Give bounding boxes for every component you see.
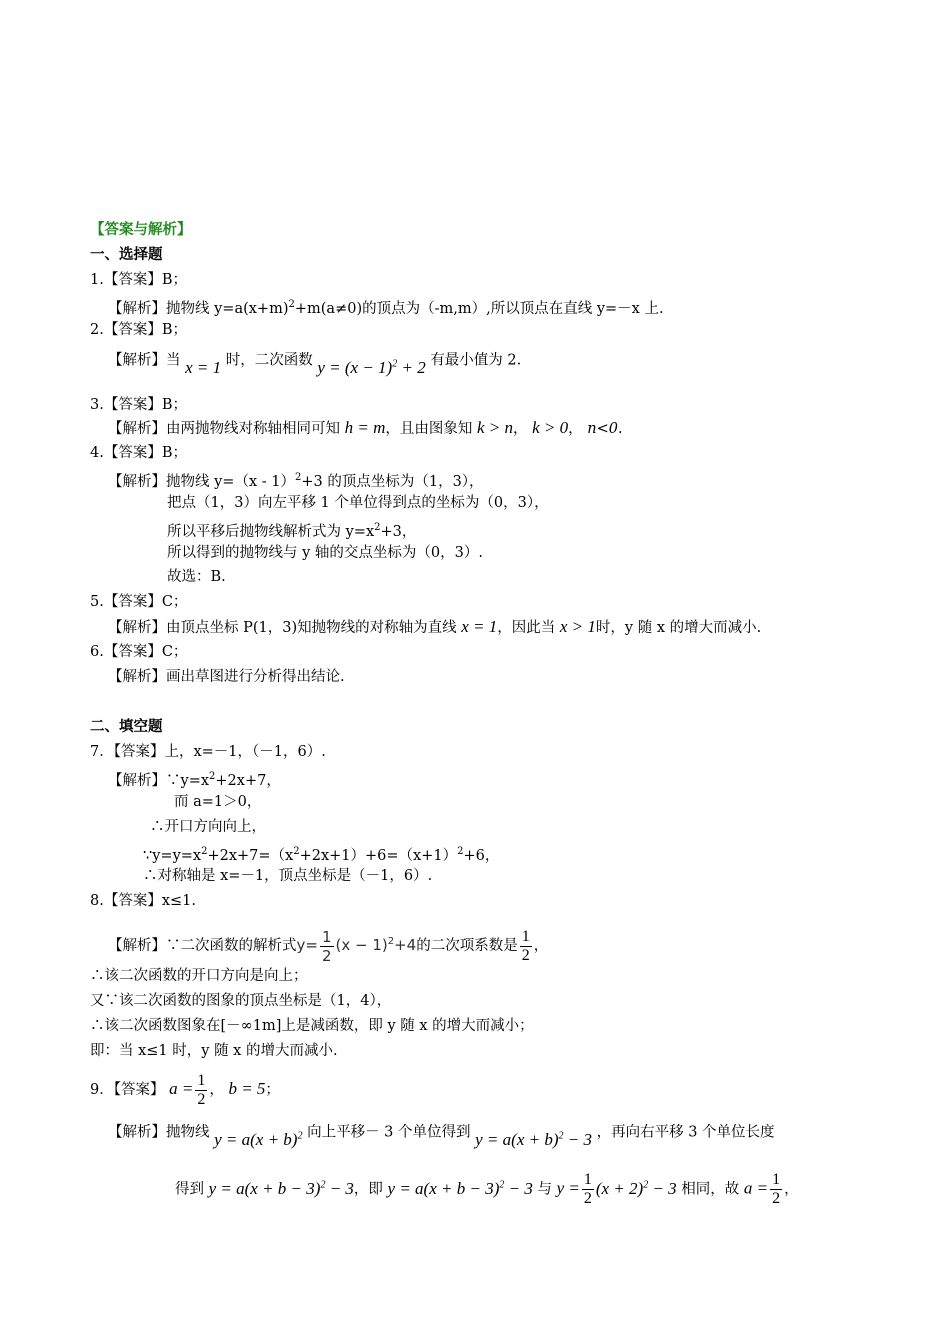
q4-explanation-line4: 所以得到的抛物线与 y 轴的交点坐标为（0，3）.	[167, 545, 483, 561]
q4-answer: 4.【答案】B；	[90, 445, 187, 461]
section-choice-title: 一、选择题	[90, 246, 163, 263]
q4-explanation-line1: 【解析】抛物线 y=（x - 1）$^2$+3 的顶点坐标为（1，3），	[108, 472, 484, 490]
q8-line4: ∴该二次函数图象在[－∞1m]上是减函数，即 y 随 x 的增大而减小；	[90, 1018, 534, 1034]
q7-explanation-line2: 而 a=1＞0，	[174, 794, 262, 810]
q2-explanation: 【解析】当 x = 1 时，二次函数 $y = (x - 1)^2 + 2$ 有最小值为 2.	[108, 352, 522, 377]
q4-explanation-line5: 故选：B.	[167, 569, 226, 585]
q8-line3: 又∵该二次函数的图象的顶点坐标是（1，4），	[90, 993, 392, 1009]
q9-answer: 9．【答案】 a = $\frac{1}{2}$ ， b = 5；	[90, 1071, 280, 1108]
q7-explanation-line4: $\because y=y=x^2+2x+7=(x^2+2x+1)+6=(x+1)^2+6$，	[143, 846, 500, 864]
section-fill-title: 二、填空题	[90, 718, 163, 735]
q6-answer: 6.【答案】C；	[90, 644, 188, 660]
q4-explanation-line3: 所以平移后抛物线解析式为 $y=x^2+3$，	[167, 522, 417, 540]
q6-explanation: 【解析】画出草图进行分析得出结论.	[108, 669, 345, 685]
q5-explanation: 【解析】由顶点坐标 P(1，3)知抛物线的对称轴为直线 x = 1，因此当 x > 1时，y 随 x 的增大而减小.	[108, 617, 762, 636]
q4-explanation-line2: 把点（1，3）向左平移 1 个单位得到点的坐标为（0，3），	[167, 495, 549, 511]
q8-answer: 8.【答案】x≤1.	[90, 893, 196, 909]
q9-explanation-line2: 得到 $y = a(x + b - 3)^2 - 3$，即 $y = a(x + b - 3)^2 - 3$ 与 y = $\frac{1}{2}$ $(x + 2)^2 - 3$ 相同，故 a = $\frac{1}{2}$ ，	[175, 1171, 799, 1208]
q7-explanation-line3: ∴开口方向向上，	[150, 819, 266, 835]
q2-answer: 2.【答案】B；	[90, 322, 187, 338]
answer-header: 【答案与解析】	[90, 221, 192, 238]
q7-explanation-line1: 【解析】$\because y=x^2+2x+7$，	[108, 771, 281, 789]
q1-answer: 1.【答案】B；	[90, 272, 187, 288]
q8-line2: ∴该二次函数的开口方向是向上；	[90, 968, 308, 984]
q1-explanation: 【解析】抛物线 $y=a(x+m)^2+m(a\ne 0)$的顶点为（-m,m）,所以顶点在直线 y=－x 上.	[108, 299, 664, 317]
q9-explanation-line1: 【解析】抛物线 $y = a(x + b)^2$ 向上平移－ 3 个单位得到 $y = a(x + b)^2 - 3$ ，再向右平移 3 个单位长度	[108, 1124, 775, 1149]
q3-answer: 3.【答案】B；	[90, 397, 187, 413]
q5-answer: 5.【答案】C；	[90, 594, 188, 610]
q8-line5: 即：当 x≤1 时，y 随 x 的增大而减小.	[90, 1043, 338, 1059]
q3-explanation: 【解析】由两抛物线对称轴相同可知 h = m，且由图象知 k > n， k > 0， n<0.	[108, 418, 623, 437]
q7-explanation-line5: ∴对称轴是 x=－1，顶点坐标是（－1，6）.	[143, 868, 433, 884]
q8-explanation: 【解析】∵二次函数的解析式y= $\frac{1}{2}$ $(x - 1)^2+4$的二次项系数是 $\frac{1}{2}$ ，	[108, 927, 549, 965]
q7-answer: 7．【答案】上，x=－1，（－1，6）.	[90, 744, 326, 760]
